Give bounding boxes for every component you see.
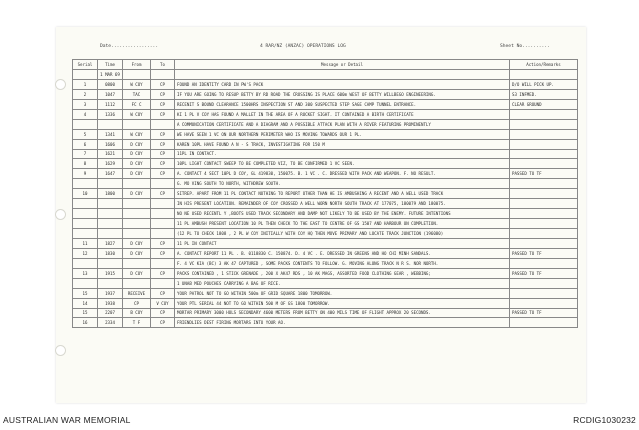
message-cell: FRIENDLIES DEST FIRING MORTARS INTO YOUR AO. (175, 318, 510, 328)
message-cell: 11 PL AMBUSH PRESENT LOCATION 10 PL THEN CHECK TO THE EAST TO CENTRE OF GS 1507 AND HARBOUR ON COMPLETION. (175, 219, 510, 229)
from-cell (123, 179, 151, 189)
action-cell (510, 229, 578, 239)
from-cell (123, 229, 151, 239)
to-cell (151, 219, 175, 229)
archive-reference: RCDIG1030232 (573, 415, 636, 425)
to-cell: CP (151, 99, 175, 109)
time-cell (98, 278, 123, 288)
time-cell: 1336 (98, 109, 123, 119)
time-cell (98, 219, 123, 229)
time-cell (98, 209, 123, 219)
message-cell: YOUR PTL SERIAL 44 NOT TO GO WITHIN 500 M OF GS 1800 TOMORROW. (175, 298, 510, 308)
message-cell: F. 4 VC KIA (BC) 3 AK 47 CAPTURED , SOME PACKS CONTENTS TO FOLLOW. G. MOVING ALONG TRACK N R S. NOR NORTH. (175, 258, 510, 268)
from-cell (123, 209, 151, 219)
operations-log-table (72, 59, 578, 328)
serial-cell: 6 (73, 139, 98, 149)
serial-cell: 16 (73, 318, 98, 328)
from-cell: W COY (123, 109, 151, 119)
to-cell: V COY (151, 298, 175, 308)
time-cell: 1647 (98, 169, 123, 179)
table-row (73, 70, 578, 80)
action-cell: PASSED TO TF (510, 169, 578, 179)
log-title: 4 RAR/NZ (ANZAC) OPERATIONS LOG (260, 44, 346, 49)
time-cell (98, 258, 123, 268)
time-cell: 1827 (98, 238, 123, 248)
from-cell: CP (123, 298, 151, 308)
time-cell: 2334 (98, 318, 123, 328)
time-cell: 1830 (98, 248, 123, 258)
from-cell: D COY (123, 268, 151, 278)
message-cell: KI 1 PL V COY HAS FOUND A MALLET IN THE AREA OF A ROCKET SIGHT. IT CONTAINED A BIRTH CERTIFICATE (175, 109, 510, 119)
serial-cell: 2 (73, 89, 98, 99)
time-cell: 1047 (98, 89, 123, 99)
action-cell (510, 70, 578, 80)
from-cell: D COY (123, 159, 151, 169)
time-cell: 0800 (98, 79, 123, 89)
action-cell (510, 139, 578, 149)
action-cell: PASSED TO TF (510, 268, 578, 278)
action-cell (510, 318, 578, 328)
table-row (73, 268, 578, 278)
action-cell (510, 219, 578, 229)
sheet-number-field: Sheet No.......... (500, 44, 550, 49)
from-cell: W COY (123, 79, 151, 89)
from-cell (123, 219, 151, 229)
from-cell: T F (123, 318, 151, 328)
action-cell (510, 288, 578, 298)
time-cell: 1915 (98, 268, 123, 278)
action-cell: CLEAR GROUND (510, 99, 578, 109)
message-cell: KAREN 10PL HAVE FOUND A N - S TRACK, INVESTIGATING FOR 150 M (175, 139, 510, 149)
to-cell (151, 119, 175, 129)
table-row (73, 189, 578, 199)
time-cell: 1938 (98, 298, 123, 308)
from-cell: D COY (123, 189, 151, 199)
action-cell (510, 129, 578, 139)
message-cell: IN HIS PRESENT LOCATION. REMAINDER OF COY CROSSED A WELL WORN NORTH SOUTH TRACK AT 177075, 180079 AND 180075. (175, 199, 510, 209)
column-header-action: Action/Remarks (510, 60, 578, 70)
table-row (73, 238, 578, 248)
time-cell: 2207 (98, 308, 123, 318)
serial-cell: 15 (73, 308, 98, 318)
serial-cell: 7 (73, 149, 98, 159)
message-cell: 11PL IN CONTACT. (175, 149, 510, 159)
message-cell: MORTAR PRIMARY 3000 HOLS SECONDARY 4600 METERS FROM BETTY ON 400 MILS TIME OF FLIGHT APPROX 20 SECONDS. (175, 308, 510, 318)
time-cell (98, 199, 123, 209)
punch-hole (55, 79, 66, 90)
serial-cell (73, 209, 98, 219)
serial-cell: 1 (73, 79, 98, 89)
message-cell: A. CONTACT REPORT 11 PL . B. 0118830 C. 150874. D. 4 VC . E. DRESSED IN GREENS AND HO CHI MINH SANDALS. (175, 248, 510, 258)
time-cell (98, 119, 123, 129)
serial-cell (73, 278, 98, 288)
column-header-time: Time (98, 60, 123, 70)
time-cell: 1937 (98, 288, 123, 298)
action-cell (510, 149, 578, 159)
action-cell: PASSED TO TF (510, 248, 578, 258)
action-cell (510, 159, 578, 169)
archive-credit: AUSTRALIAN WAR MEMORIAL (3, 415, 131, 425)
serial-cell: 5 (73, 129, 98, 139)
table-row (73, 109, 578, 119)
table-row (73, 159, 578, 169)
action-cell: D/O WILL PICK UP. (510, 79, 578, 89)
from-cell (123, 70, 151, 80)
message-cell: SITREP. APART FROM 11 PL CONTACT NOTHING TO REPORT OTHER THAN HE IS AMBUSHING A RECENT AND A WELL USED TRACK (175, 189, 510, 199)
message-cell: G. MO VING SOUTH TO NORTH, WITHDREW SOUTH. (175, 179, 510, 189)
serial-cell (73, 219, 98, 229)
column-header-message: Message or Detail (175, 60, 510, 70)
message-cell: A. CONTACT 4 SECT 10PL D COY, GL 419830, 150075. B. 1 VC . C. DRESSED WITH PACK AND WEAPON. F. NO RESULT. (175, 169, 510, 179)
table-row (73, 139, 578, 149)
time-cell: 1112 (98, 99, 123, 109)
from-cell: W COY (123, 129, 151, 139)
serial-cell: 15 (73, 288, 98, 298)
table-row (73, 298, 578, 308)
to-cell: CP (151, 318, 175, 328)
serial-cell: 9 (73, 169, 98, 179)
to-cell (151, 278, 175, 288)
action-cell (510, 199, 578, 209)
table-row (73, 199, 578, 209)
time-cell: 1341 (98, 129, 123, 139)
message-cell (175, 70, 510, 80)
from-cell: B COY (123, 308, 151, 318)
serial-cell (73, 258, 98, 268)
time-cell (98, 229, 123, 239)
action-cell: S3 INFMED. (510, 89, 578, 99)
from-cell: D COY (123, 169, 151, 179)
to-cell: CP (151, 308, 175, 318)
to-cell (151, 229, 175, 239)
table-row (73, 89, 578, 99)
from-cell: D COY (123, 238, 151, 248)
from-cell: FC C (123, 99, 151, 109)
table-row (73, 258, 578, 268)
punch-hole (55, 345, 66, 356)
serial-cell: 14 (73, 298, 98, 308)
table-row (73, 318, 578, 328)
action-cell (510, 278, 578, 288)
to-cell: CP (151, 288, 175, 298)
table-row (73, 219, 578, 229)
message-cell: 1 UNAB MED POUCHES CARRYING A BAG OF RICE. (175, 278, 510, 288)
action-cell (510, 109, 578, 119)
time-cell: 1621 (98, 149, 123, 159)
date-field: Date................. (100, 44, 159, 49)
message-cell: NO NE USED RECENTL Y ,BOOTS USED TRACK SECONDARY AND DAMP NOT LIKELY TO BE USED BY THE ENEMY. FUTURE INTENTIONS (175, 209, 510, 219)
to-cell: CP (151, 79, 175, 89)
to-cell: CP (151, 129, 175, 139)
to-cell (151, 179, 175, 189)
column-header-serial: Serial (73, 60, 98, 70)
time-cell: 1629 (98, 159, 123, 169)
to-cell: CP (151, 268, 175, 278)
serial-cell: 4 (73, 109, 98, 119)
from-cell (123, 199, 151, 209)
message-cell: 10PL LIGHT CONTACT SWEEP TO BE COMPLETED VIZ, TO BE CONFIRMED 1 VC SEEN. (175, 159, 510, 169)
serial-cell: 10 (73, 189, 98, 199)
to-cell: CP (151, 238, 175, 248)
action-cell (510, 298, 578, 308)
action-cell (510, 258, 578, 268)
message-cell: (12 PL TO CHECK 1808 , 2 PL W COY INITIALLY WITH COY HQ THEN MOVE PRIMARY AND LOCATE TRACK JUNCTION (196080) (175, 229, 510, 239)
to-cell (151, 258, 175, 268)
from-cell (123, 278, 151, 288)
serial-cell (73, 119, 98, 129)
to-cell: CP (151, 89, 175, 99)
to-cell: CP (151, 139, 175, 149)
table-row (73, 229, 578, 239)
action-cell (510, 209, 578, 219)
to-cell: CP (151, 248, 175, 258)
action-cell: PASSED TO TF (510, 308, 578, 318)
table-row (73, 99, 578, 109)
message-cell: PACKS CONTAINED , 1 STICK GRENADE , 200 X AK47 RDS , 10 AK MAGS, ASSORTED FOOD CLOTHING GEAR , WEBBING; (175, 268, 510, 278)
message-cell: 11 PL IN CONTACT (175, 238, 510, 248)
from-cell: D COY (123, 139, 151, 149)
punch-hole (55, 209, 66, 220)
serial-cell: 12 (73, 248, 98, 258)
to-cell: CP (151, 109, 175, 119)
to-cell: CP (151, 189, 175, 199)
log-sheet (56, 27, 586, 403)
to-cell: CP (151, 169, 175, 179)
table-row (73, 288, 578, 298)
from-cell: D COY (123, 149, 151, 159)
table-row (73, 119, 578, 129)
serial-cell (73, 179, 98, 189)
from-cell: TAC (123, 89, 151, 99)
table-row (73, 129, 578, 139)
serial-cell: 13 (73, 268, 98, 278)
action-cell (510, 238, 578, 248)
serial-cell: 8 (73, 159, 98, 169)
action-cell (510, 189, 578, 199)
table-row (73, 308, 578, 318)
table-row (73, 169, 578, 179)
table-row (73, 79, 578, 89)
column-header-from: From (123, 60, 151, 70)
from-cell: D COY (123, 248, 151, 258)
to-cell (151, 209, 175, 219)
table-row (73, 278, 578, 288)
serial-cell (73, 70, 98, 80)
table-row (73, 179, 578, 189)
message-cell: IF YOU ARE GOING TO RESUP BETTY BY RD ROAD THE CROSSING IS PLACE 600m WEST OF BETTY WILLBEGO ENGINEERING. (175, 89, 510, 99)
serial-cell (73, 229, 98, 239)
serial-cell: 3 (73, 99, 98, 109)
time-cell: 1 MAR 69 (98, 70, 123, 80)
column-header-to: To (151, 60, 175, 70)
table-row (73, 149, 578, 159)
from-cell: RECEIVE (123, 288, 151, 298)
serial-cell: 11 (73, 238, 98, 248)
serial-cell (73, 199, 98, 209)
message-cell: A COMMUNICATION CERTIFICATE AND A DIAGRAM AND A POSSIBLE ATTACK PLAN WITH A RIVER FEATURING PROMINENTLY (175, 119, 510, 129)
message-cell: WE HAVE SEEN 1 VC ON OUR NORTHERN PERIMETER WHO IS MOVING TOWARDS OUR 1 PL. (175, 129, 510, 139)
table-header-row (73, 60, 578, 70)
to-cell: CP (151, 149, 175, 159)
time-cell: 1606 (98, 139, 123, 149)
action-cell (510, 179, 578, 189)
to-cell: CP (151, 159, 175, 169)
time-cell: 1800 (98, 189, 123, 199)
message-cell: FOUND AN IDENTITY CARD IN PW'S PACK (175, 79, 510, 89)
to-cell (151, 199, 175, 209)
table-row (73, 248, 578, 258)
from-cell (123, 119, 151, 129)
to-cell (151, 70, 175, 80)
time-cell (98, 179, 123, 189)
from-cell (123, 258, 151, 268)
table-row (73, 209, 578, 219)
action-cell (510, 119, 578, 129)
message-cell: RECENIT S BOUND CLEARANCE 1500HRS INSPECTION ST AND 300 SUSPECTED STEP SAGE CAMP TUNNEL ENTRANCE. (175, 99, 510, 109)
message-cell: YOUR PATROL NOT TO GO WITHIN 500m OF GRID SQUARE 1800 TOMORROW. (175, 288, 510, 298)
